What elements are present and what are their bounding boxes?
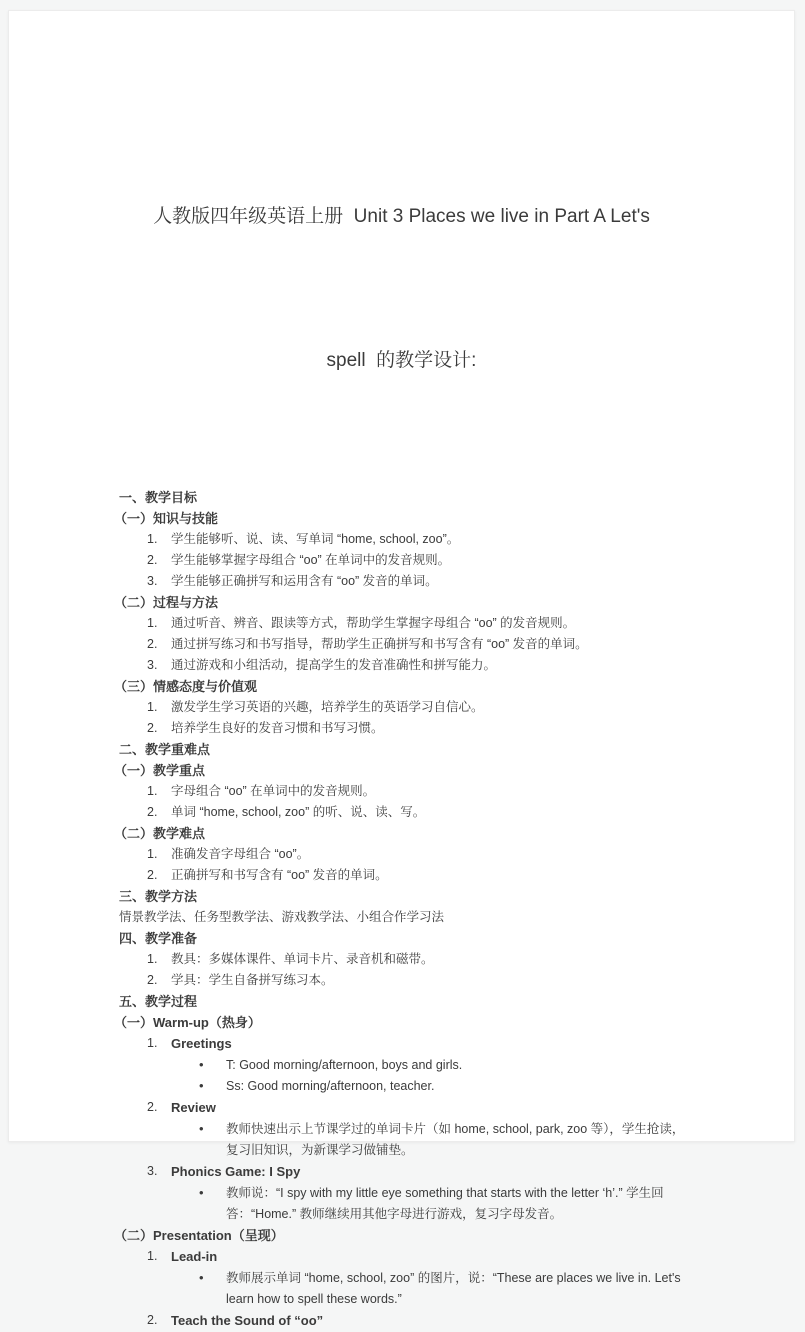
subsection-heading: （一）教学重点	[114, 763, 206, 778]
bullet-marker: •	[199, 1078, 204, 1093]
section-heading: 四、教学准备	[119, 931, 198, 946]
numbered-item	[119, 949, 694, 970]
document-page	[8, 10, 795, 1328]
numbered-item-bold	[119, 1246, 694, 1268]
item-text: 教师说：“I spy with my little eye something that starts with the letter ‘h’.” 学生回答：“Home.” 教师继续用其他字母进行游戏，复习字母发音。	[226, 1186, 664, 1221]
subsection-heading: （二）教学难点	[114, 826, 206, 841]
item-text: 学具：学生自备拼写练习本。	[171, 973, 334, 987]
list-number: 3.	[147, 574, 158, 588]
section-heading: 二、教学重难点	[119, 742, 211, 757]
section-heading: 三、教学方法	[119, 889, 198, 904]
numbered-item-bold	[119, 1033, 694, 1055]
list-number: 1.	[147, 1036, 158, 1050]
item-text: 通过拼写练习和书写指导，帮助学生正确拼写和书写含有 “oo” 发音的单词。	[171, 637, 588, 651]
bullet-item	[119, 1119, 694, 1161]
numbered-item	[119, 571, 694, 592]
item-text: 单词 “home, school, zoo” 的听、说、读、写。	[171, 805, 426, 819]
numbered-item	[119, 844, 694, 865]
item-text: 准确发音字母组合 “oo”。	[171, 847, 310, 861]
list-number: 2.	[147, 1100, 158, 1114]
numbered-item	[119, 634, 694, 655]
bullet-marker: •	[199, 1270, 204, 1285]
numbered-item	[119, 970, 694, 991]
list-number: 1.	[147, 700, 158, 714]
numbered-item	[119, 550, 694, 571]
subsection-heading: （三）情感态度与价值观	[114, 679, 258, 694]
item-text: 培养学生良好的发音习惯和书写习惯。	[171, 721, 384, 735]
numbered-item	[119, 802, 694, 823]
item-text: Lead-in	[171, 1249, 218, 1264]
list-number: 2.	[147, 553, 158, 567]
title-line-1: 人教版四年级英语上册 Unit 3 Places we live in Part A Let's	[153, 206, 650, 227]
subsection-heading: （二）Presentation（呈现）	[114, 1228, 284, 1243]
list-number: 1.	[147, 616, 158, 630]
list-number: 3.	[147, 658, 158, 672]
item-text: 教师展示单词 “home, school, zoo” 的图片，说：“These are places we live in. Let's learn how to spell these words.”	[226, 1271, 681, 1306]
numbered-item-bold	[119, 1310, 694, 1332]
list-number: 1.	[147, 1249, 158, 1263]
numbered-item	[119, 781, 694, 802]
section-heading: 五、教学过程	[119, 994, 198, 1009]
item-text: T: Good morning/afternoon, boys and girls.	[226, 1058, 463, 1072]
item-text: 激发学生学习英语的兴趣，培养学生的英语学习自信心。	[171, 700, 484, 714]
section-heading: 一、教学目标	[119, 490, 198, 505]
list-number: 1.	[147, 532, 158, 546]
numbered-item	[119, 655, 694, 676]
list-number: 2.	[147, 721, 158, 735]
item-text: Greetings	[171, 1036, 232, 1051]
numbered-item	[119, 529, 694, 550]
list-number: 2.	[147, 637, 158, 651]
item-text: Review	[171, 1100, 216, 1115]
item-text: 教具：多媒体课件、单词卡片、录音机和磁带。	[171, 952, 434, 966]
item-text: 学生能够听、说、读、写单词 “home, school, zoo”。	[171, 532, 460, 546]
numbered-item	[119, 865, 694, 886]
item-text: 字母组合 “oo” 在单词中的发音规则。	[171, 784, 376, 798]
bullet-item	[119, 1076, 694, 1097]
item-text: 教师快速出示上节课学过的单词卡片（如 home, school, park, zoo 等），学生抢读，复习旧知识，为新课学习做铺垫。	[226, 1122, 685, 1157]
bullet-item	[119, 1268, 694, 1310]
item-text: 通过游戏和小组活动，提高学生的发音准确性和拼写能力。	[171, 658, 497, 672]
numbered-item	[119, 613, 694, 634]
list-number: 2.	[147, 1313, 158, 1327]
list-number: 1.	[147, 847, 158, 861]
list-number: 1.	[147, 952, 158, 966]
item-text: 通过听音、辨音、跟读等方式，帮助学生掌握字母组合 “oo” 的发音规则。	[171, 616, 576, 630]
title-line-2: spell 的教学设计:	[326, 350, 477, 371]
list-number: 1.	[147, 784, 158, 798]
list-number: 2.	[147, 805, 158, 819]
item-text: Phonics Game: I Spy	[171, 1164, 301, 1179]
item-text: 学生能够正确拼写和运用含有 “oo” 发音的单词。	[171, 574, 438, 588]
bullet-item	[119, 1183, 694, 1225]
numbered-item	[119, 718, 694, 739]
page-title	[9, 97, 794, 481]
item-text: 正确拼写和书写含有 “oo” 发音的单词。	[171, 868, 388, 882]
numbered-item	[119, 697, 694, 718]
bullet-marker: •	[199, 1185, 204, 1200]
bullet-marker: •	[199, 1057, 204, 1072]
numbered-item-bold	[119, 1161, 694, 1183]
item-text: Teach the Sound of “oo”	[171, 1313, 324, 1328]
doc-content	[114, 487, 694, 1332]
bullet-marker: •	[199, 1121, 204, 1136]
subsection-heading: （一）知识与技能	[114, 511, 219, 526]
list-number: 2.	[147, 868, 158, 882]
subsection-heading: （一）Warm-up（热身）	[114, 1015, 261, 1030]
numbered-item-bold	[119, 1097, 694, 1119]
bullet-item	[119, 1055, 694, 1076]
subsection-heading: （二）过程与方法	[114, 595, 219, 610]
plain-paragraph: 情景教学法、任务型教学法、游戏教学法、小组合作学习法	[119, 910, 445, 924]
list-number: 2.	[147, 973, 158, 987]
item-text: 学生能够掌握字母组合 “oo” 在单词中的发音规则。	[171, 553, 451, 567]
item-text: Ss: Good morning/afternoon, teacher.	[226, 1079, 435, 1093]
list-number: 3.	[147, 1164, 158, 1178]
